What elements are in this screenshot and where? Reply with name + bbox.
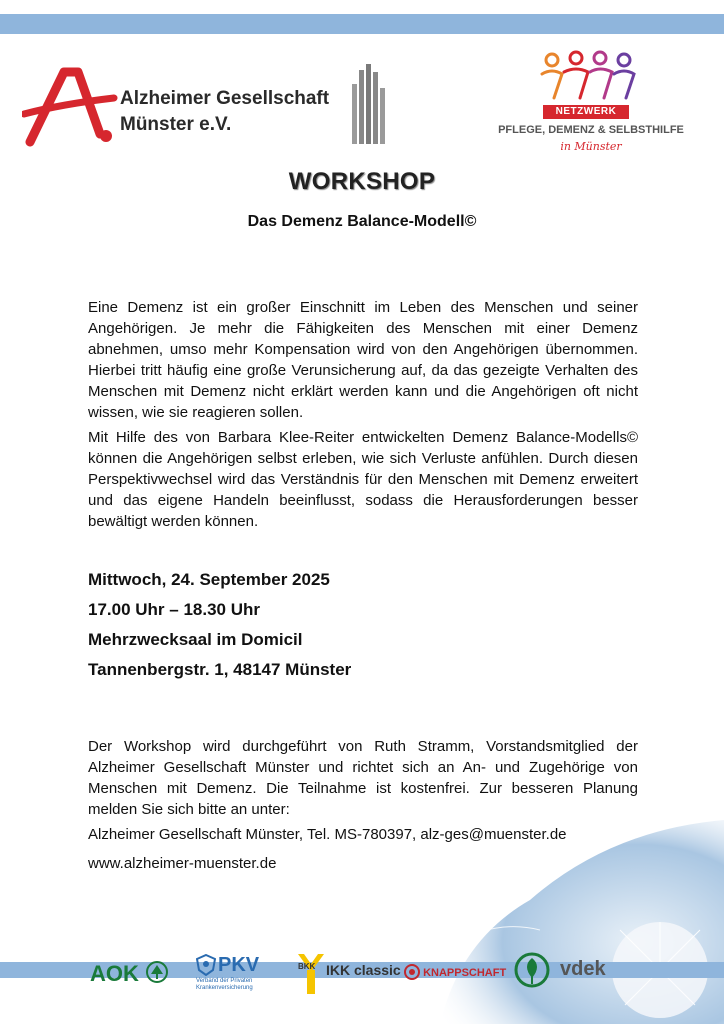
bkk-logo-icon [296,952,326,996]
alzheimer-a-logo-icon [22,64,118,148]
pkv-subtitle: Verband der Privaten Krankenversicherung [196,978,253,991]
bkk-label: BKK [298,962,316,971]
org-name-line1: Alzheimer Gesellschaft [120,88,330,109]
netzwerk-logo [496,46,686,164]
tree-circle-logo-icon [514,952,550,988]
netzwerk-tagline: PFLEGE, DEMENZ & SELBSTHILFE [498,124,684,136]
sponsor-ikk [326,962,401,978]
sponsor-pkv [196,954,276,994]
org-name-line2: Münster e.V. [120,114,232,135]
sponsor-aok [90,960,169,987]
page-subtitle: Das Demenz Balance-Modell© [247,213,477,230]
page-title: WORKSHOP [288,168,436,195]
sponsor-bkk [296,952,326,992]
organizer-paragraph: Der Workshop wird durchgeführt von Ruth Stramm, Vorstandsmitglied der Alzheimer Gesellschaft Münster und richtet sich an An- und Zugehörige von Menschen mit Demenz. Die Teilnahme ist kostenfrei. Zur besseren Planung melden Sie sich bitte an unter: [88,738,638,818]
netzwerk-badge: NETZWERK [543,105,629,119]
knappschaft-label: KNAPPSCHAFT [423,967,507,979]
people-figures-icon [540,50,636,102]
pkv-label: PKV [218,954,260,976]
netzwerk-city: in Münster [560,140,622,153]
aok-label: AOK [90,961,139,986]
pkv-shield-icon [196,954,216,976]
method-paragraph: Mit Hilfe des von Barbara Klee-Reiter entwickelten Demenz Balance-Modells© können die Angehörigen selbst erleben, wie sich Verluste anfühlen. Durch diesen Perspektivwechsel wird das Verständnis für den Menschen mit Demenz erweitert und das eigene Handeln beeinflusst, sodass die Herausforderungen besser bewältigt werden können. [88,429,638,530]
aok-tree-icon [145,960,169,984]
knappschaft-icon [404,964,420,980]
website-link[interactable]: www.alzheimer-muenster.de [88,855,277,872]
organ-pipes-icon [352,64,386,148]
alzheimer-gesellschaft-logo [22,64,392,148]
sponsor-vdek [560,958,606,981]
top-band [0,14,724,34]
vdek-label: vdek [560,958,606,980]
intro-paragraph: Eine Demenz ist ein großer Einschnitt im Leben des Menschen und seiner Angehörigen. Je mehr die Fähigkeiten des Menschen mit einer Demenz abnehmen, umso mehr Kompensation wird von den Angehörigen übernommen. Hierbei tritt häufig eine große Verunsicherung auf, da das gezeigte Verhalten des Menschen mit Demenz nicht erklärt werden kann und die Angehörigen oft nicht wissen, wie sie reagieren sollen. [88,299,638,421]
event-date: Mittwoch, 24. September 2025 [88,570,330,589]
event-time: 17.00 Uhr – 18.30 Uhr [88,600,260,619]
contact-line: Alzheimer Gesellschaft Münster, Tel. MS-780397, alz-ges@muenster.de [88,826,567,843]
ikk-label: IKK classic [326,962,401,978]
dandelion-background-image [440,820,724,1024]
event-address: Tannenbergstr. 1, 48147 Münster [88,660,352,679]
sponsor-knappschaft [404,964,506,980]
event-venue: Mehrzwecksaal im Domicil [88,630,303,649]
